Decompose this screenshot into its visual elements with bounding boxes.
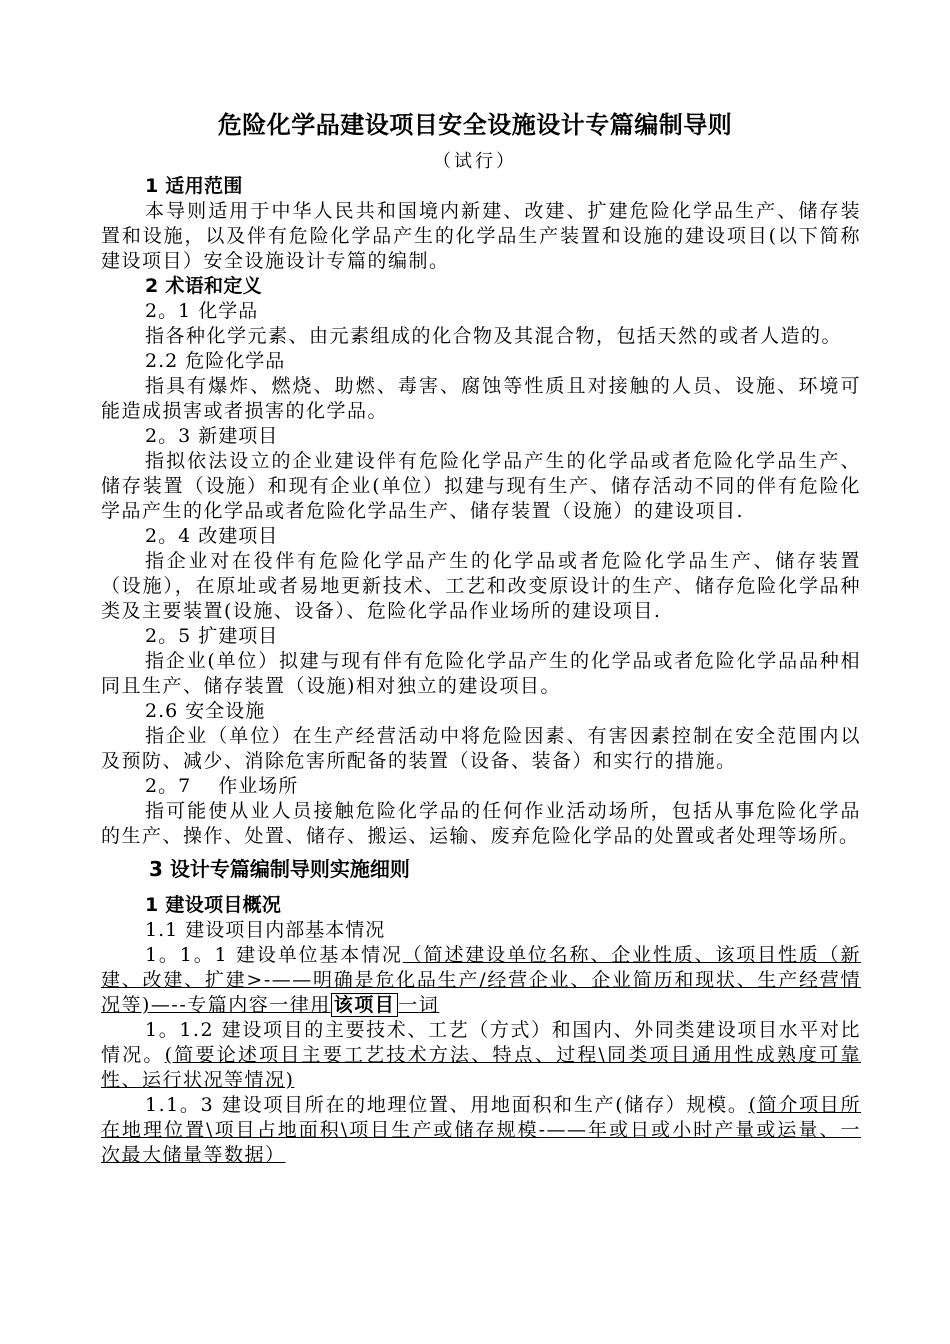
term-number: 2。3 新建项目	[145, 425, 279, 447]
section-heading-guidelines: 3 设计专篇编制导则实施细则	[149, 857, 410, 881]
detail-paragraph-1	[101, 943, 861, 1018]
section-heading-terms: 2 术语和定义	[145, 275, 262, 297]
term-definition: 指具有爆炸、燃烧、助燃、毒害、腐蚀等性质且对接触的人员、设施、环境可能造成损害或者损害的化学品。	[101, 375, 861, 422]
term-definition: 指企业对在役伴有危险化学品产生的化学品或者危险化学品生产、储存装置（设施），在原址或者易地更新技术、工艺和改变原设计的生产、储存危险化学品种类及主要装置(设施、设备）、危险化学品作业场所的建设项目.	[101, 550, 861, 622]
term-definition: 指企业(单位）拟建与现有伴有危险化学品产生的化学品或者危险化学品品种相同且生产、储存装置（设施)相对独立的建设项目。	[101, 650, 861, 697]
term-definition: 指拟依法设立的企业建设伴有危险化学品产生的化学品或者危险化学品生产、储存装置（设施）和现有企业(单位）拟建与现有生产、储存活动不同的伴有危险化学品产生的化学品或者危险化学品生产、储存装置（设施）的建设项目.	[101, 450, 861, 522]
term-number: 2。5 扩建项目	[145, 625, 279, 647]
scope-paragraph: 本导则适用于中华人民共和国境内新建、改建、扩建危险化学品生产、储存装置和设施，以及伴有危险化学品产生的化学品生产装置和设施的建设项目(以下简称建设项目）安全设施设计专篇的编制。	[101, 200, 861, 272]
subsection-item: 1.1 建设项目内部基本情况	[145, 919, 386, 941]
detail-paragraph-2	[101, 1018, 861, 1093]
detail-lead: 1。1。1 建设单位基本情况	[145, 944, 403, 966]
detail-note: （简述建设单位名称、企业性质、该项目性质（新建、改建、扩建>-——明确是危化品生产/经营企业、企业简历和现状、生产经营情况等)—--专篇内容一律用	[101, 944, 861, 1016]
detail-note: (简介项目所在地理位置\项目占地面积\项目生产或储存规模-——年或日或小时产量或运量、一次最大储量等数据）	[101, 1094, 861, 1166]
detail-lead: 1.1。3 建设项目所在的地理位置、用地面积和生产(储存）规模。	[145, 1094, 749, 1116]
detail-lead: 1。1.2 建设项目的主要技术、工艺（方式）和国内、外同类建设项目水平对比情况。	[101, 1019, 861, 1066]
subsection-heading-overview: 1 建设项目概况	[145, 894, 282, 916]
page-subtitle: （试行）	[433, 151, 517, 172]
term-number: 2。4 改建项目	[145, 525, 279, 547]
boxed-term: 该项目	[331, 993, 399, 1017]
term-number: 2.2 危险化学品	[145, 350, 286, 372]
detail-note-tail: 一词	[398, 994, 440, 1016]
term-number: 2。7 作业场所	[145, 775, 299, 797]
term-number: 2。1 化学品	[145, 300, 259, 322]
detail-note: (简要论述项目主要工艺技术方法、特点、过程\同类项目通用性成熟度可靠性、运行状况等情况)	[101, 1044, 861, 1091]
term-definition: 指企业（单位）在生产经营活动中将危险因素、有害因素控制在安全范围内以及预防、减少、消除危害所配备的装置（设备、装备）和实行的措施。	[101, 725, 861, 772]
term-number: 2.6 安全设施	[145, 700, 266, 722]
section-heading-scope: 1 适用范围	[145, 175, 243, 197]
document-body	[101, 174, 861, 1168]
page-title: 危险化学品建设项目安全设施设计专篇编制导则	[217, 111, 733, 139]
detail-paragraph-3	[101, 1093, 861, 1168]
term-definition: 指可能使从业人员接触危险化学品的任何作业活动场所，包括从事危险化学品的生产、操作、处置、储存、搬运、运输、废弃危险化学品的处置或者处理等场所。	[101, 800, 861, 847]
term-definition: 指各种化学元素、由元素组成的化合物及其混合物，包括天然的或者人造的。	[145, 325, 843, 347]
